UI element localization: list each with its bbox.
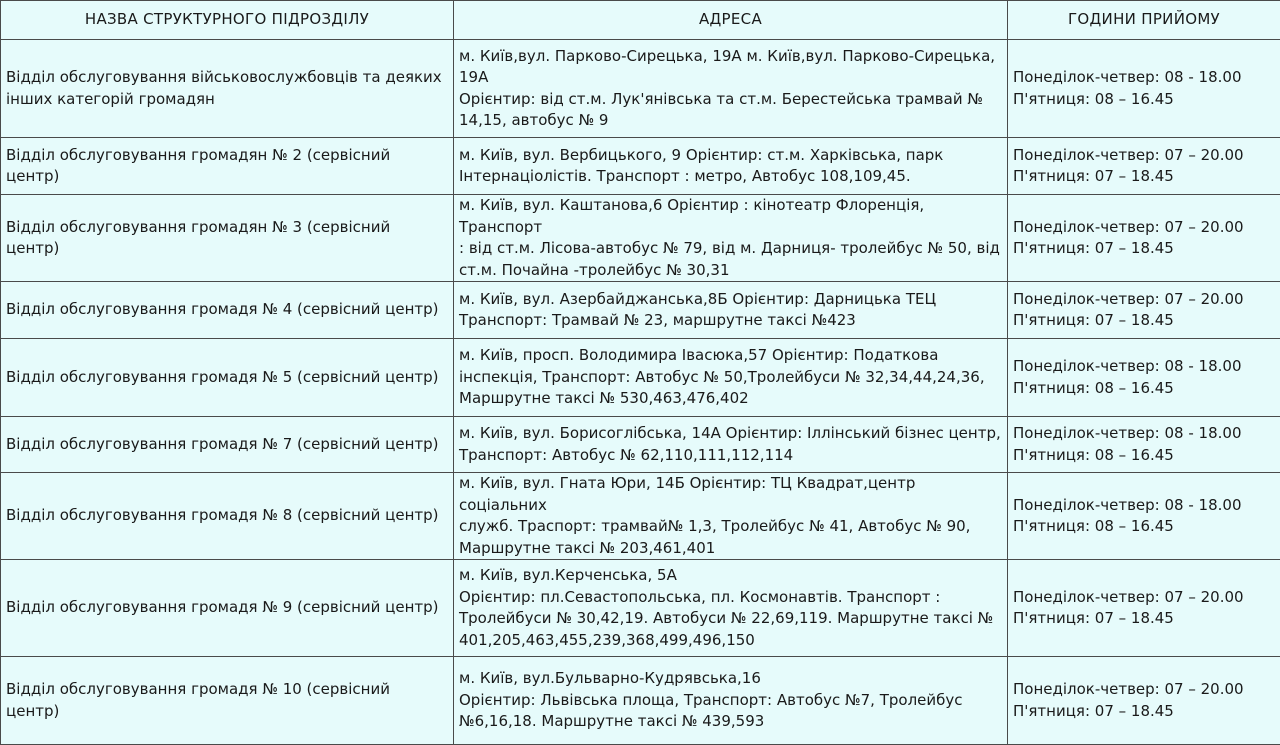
row-address: м. Київ, вул. Гната Юри, 14Б Орієнтир: ТЦ Квадрат,центр соціальних служб. Траспорт: трамвай№ 1,3, Тролейбус № 41, Автобус № 90, Маршрутне таксі № 203,461,401 — [454, 473, 1008, 560]
table-row — [1, 417, 1280, 473]
header-hours: ГОДИНИ ПРИЙОМУ — [1008, 1, 1280, 40]
row-hours: Понеділок-четвер: 08 - 18.00 П'ятниця: 08 – 16.45 — [1008, 40, 1280, 138]
row-address: м. Київ, вул. Вербицького, 9 Орієнтир: ст.м. Харківська, парк Інтернаціолістів. Транспорт : метро, Автобус 108,109,45. — [454, 138, 1008, 195]
table-row — [1, 560, 1280, 657]
row-hours: Понеділок-четвер: 07 – 20.00 П'ятниця: 07 – 18.45 — [1008, 282, 1280, 339]
row-hours: Понеділок-четвер: 07 – 20.00 П'ятниця: 07 – 18.45 — [1008, 138, 1280, 195]
table-header-row — [1, 1, 1280, 40]
row-name: Відділ обслуговування громадя № 8 (сервісний центр) — [1, 473, 454, 560]
row-name: Відділ обслуговування громадя № 5 (сервісний центр) — [1, 339, 454, 417]
header-name: НАЗВА СТРУКТУРНОГО ПІДРОЗДІЛУ — [1, 1, 454, 40]
table-row — [1, 473, 1280, 560]
row-name: Відділ обслуговування громадя № 10 (сервісний центр) — [1, 657, 454, 745]
row-hours: Понеділок-четвер: 07 – 20.00 П'ятниця: 07 – 18.45 — [1008, 657, 1280, 745]
row-address: м. Київ, вул. Азербайджанська,8Б Орієнтир: Дарницька ТЕЦ Транспорт: Трамвай № 23, маршрутне таксі №423 — [454, 282, 1008, 339]
row-address: м. Київ, вул.Керченська, 5А Орієнтир: пл.Севастопольська, пл. Космонавтів. Транспорт : Тролейбуси № 30,42,19. Автобуси № 22,69,119. Маршрутне таксі № 401,205,463,455,239,368,499,496,150 — [454, 560, 1008, 657]
row-hours: Понеділок-четвер: 07 – 20.00 П'ятниця: 07 – 18.45 — [1008, 560, 1280, 657]
table-row — [1, 282, 1280, 339]
row-address: м. Київ,вул. Парково-Сирецька, 19А м. Київ,вул. Парково-Сирецька, 19А Орієнтир: від ст.м. Лук'янівська та ст.м. Берестейська трамвай № 14,15, автобус № 9 — [454, 40, 1008, 138]
row-name: Відділ обслуговування громадя № 9 (сервісний центр) — [1, 560, 454, 657]
row-hours: Понеділок-четвер: 07 – 20.00 П'ятниця: 07 – 18.45 — [1008, 195, 1280, 282]
row-name: Відділ обслуговування громадян № 3 (сервісний центр) — [1, 195, 454, 282]
row-hours: Понеділок-четвер: 08 - 18.00 П'ятниця: 08 – 16.45 — [1008, 417, 1280, 473]
table-row — [1, 657, 1280, 745]
row-name: Відділ обслуговування громадя № 4 (сервісний центр) — [1, 282, 454, 339]
row-address: м. Київ, вул.Бульварно-Кудрявська,16 Орієнтир: Львівська площа, Транспорт: Автобус №7, Тролейбус №6,16,18. Маршрутне таксі № 439,593 — [454, 657, 1008, 745]
row-name: Відділ обслуговування військовослужбовців та деяких інших категорій громадян — [1, 40, 454, 138]
row-hours: Понеділок-четвер: 08 - 18.00 П'ятниця: 08 – 16.45 — [1008, 473, 1280, 560]
row-address: м. Київ, вул. Каштанова,6 Орієнтир : кінотеатр Флоренція, Транспорт : від ст.м. Лісова-автобус № 79, від м. Дарниця- тролейбус № 50, від ст.м. Почайна -тролейбус № 30,31 — [454, 195, 1008, 282]
table-row — [1, 138, 1280, 195]
table-row — [1, 195, 1280, 282]
table-row — [1, 339, 1280, 417]
row-address: м. Київ, вул. Борисоглібська, 14А Орієнтир: Іллінський бізнес центр, Транспорт: Автобус № 62,110,111,112,114 — [454, 417, 1008, 473]
row-name: Відділ обслуговування громадя № 7 (сервісний центр) — [1, 417, 454, 473]
row-address: м. Київ, просп. Володимира Івасюка,57 Орієнтир: Податкова інспекція, Транспорт: Автобус № 50,Тролейбуси № 32,34,44,24,36, Маршрутне таксі № 530,463,476,402 — [454, 339, 1008, 417]
table-row — [1, 40, 1280, 138]
row-hours: Понеділок-четвер: 08 - 18.00 П'ятниця: 08 – 16.45 — [1008, 339, 1280, 417]
header-address: АДРЕСА — [454, 1, 1008, 40]
row-name: Відділ обслуговування громадян № 2 (сервісний центр) — [1, 138, 454, 195]
